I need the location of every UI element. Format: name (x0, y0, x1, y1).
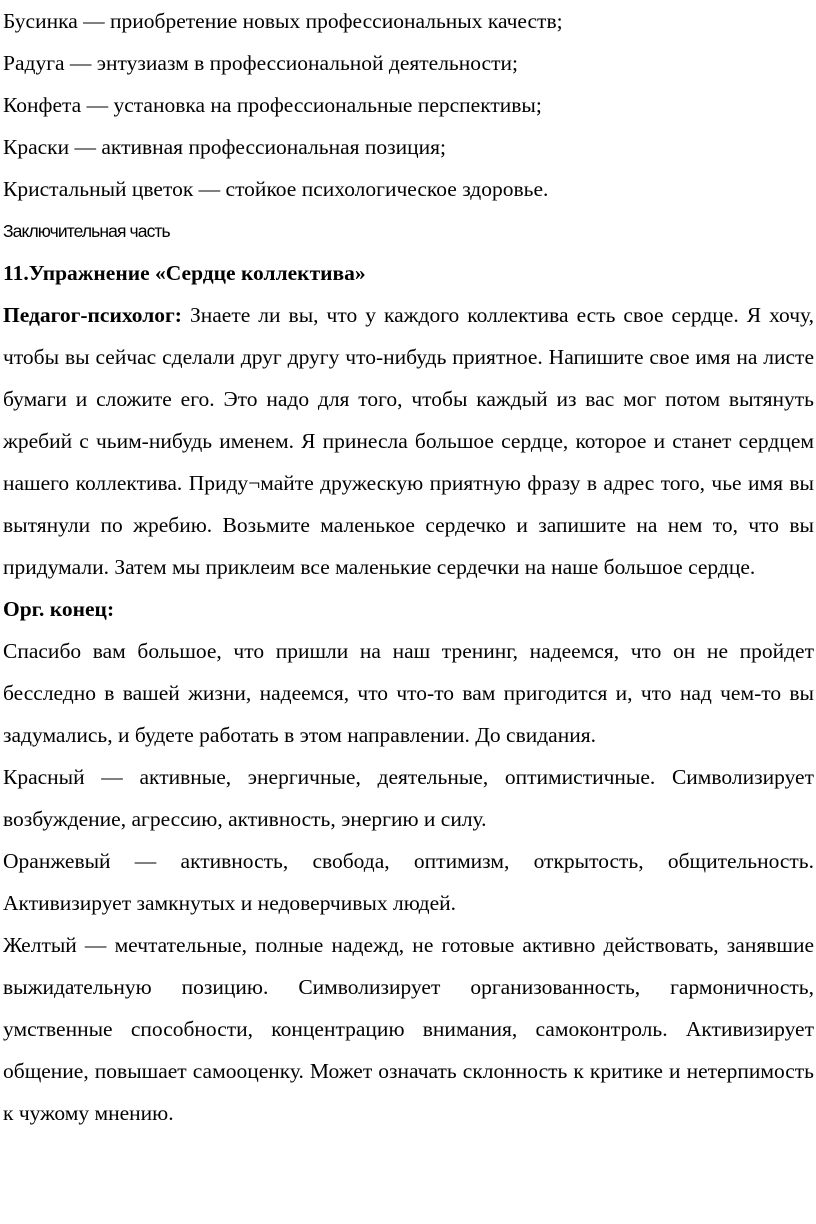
list-item-raduga: Радуга — энтузиазм в профессиональной деятельности; (3, 51, 518, 75)
list-item-kraski: Краски — активная профессиональная позиция; (3, 135, 447, 159)
document-page (3, 0, 814, 1134)
list-item-busina: Бусинка — приобретение новых профессиональных качеств; (3, 9, 563, 33)
closing-heading (3, 588, 814, 630)
exercise-title-text: 11.Упражнение «Сердце коллектива» (3, 261, 366, 285)
closing-paragraph: Спасибо вам большое, что пришли на наш тренинг, надеемся, что он не пройдет бесследно в вашей жизни, надеемся, что что-то вам пригодится и, что над чем-то вы задумались, и будете работать в этом направлении. До свидания. (3, 639, 814, 747)
closing-heading-text: Орг. конец: (3, 597, 115, 621)
color-yellow-paragraph: Желтый — мечтательные, полные надежд, не готовые активно действовать, занявшие выжидательную позицию. Символизирует организованность, гармоничность, умственные способности, концентрацию внимания, самоконтроль. Активизирует общение, повышает самооценку. Может означать склонность к критике и нетерпимость к чужому мнению. (3, 933, 814, 1125)
section-heading: Заключительная часть (3, 221, 170, 241)
color-red-paragraph: Красный — активные, энергичные, деятельные, оптимистичные. Символизирует возбуждение, агрессию, активность, энергию и силу. (3, 765, 814, 831)
list-item-tsvetok: Кристальный цветок — стойкое психологическое здоровье. (3, 177, 549, 201)
speaker-label: Педагог-психолог: (3, 303, 182, 327)
exercise-title (3, 252, 814, 294)
speech-paragraph (3, 294, 814, 588)
list-item-konfeta: Конфета — установка на профессиональные перспективы; (3, 93, 542, 117)
speech-text: Знаете ли вы, что у каждого коллектива есть свое сердце. Я хочу, чтобы вы сейчас сделали друг другу что-нибудь приятное. Напишите свое имя на листе бумаги и сложите его. Это надо для того, чтобы каждый из вас мог потом вытянуть жребий с чьим-нибудь именем. Я принесла большое сердце, которое и станет сердцем нашего коллектива. Приду¬майте дружескую приятную фразу в адрес того, чье имя вы вытянули по жребию. Возьмите маленькое сердечко и запишите на нем то, что вы придумали. Затем мы приклеим все маленькие сердечки на наше большое сердце. (3, 303, 814, 579)
color-orange-paragraph: Оранжевый — активность, свобода, оптимизм, открытость, общительность. Активизирует замкнутых и недоверчивых людей. (3, 849, 814, 915)
